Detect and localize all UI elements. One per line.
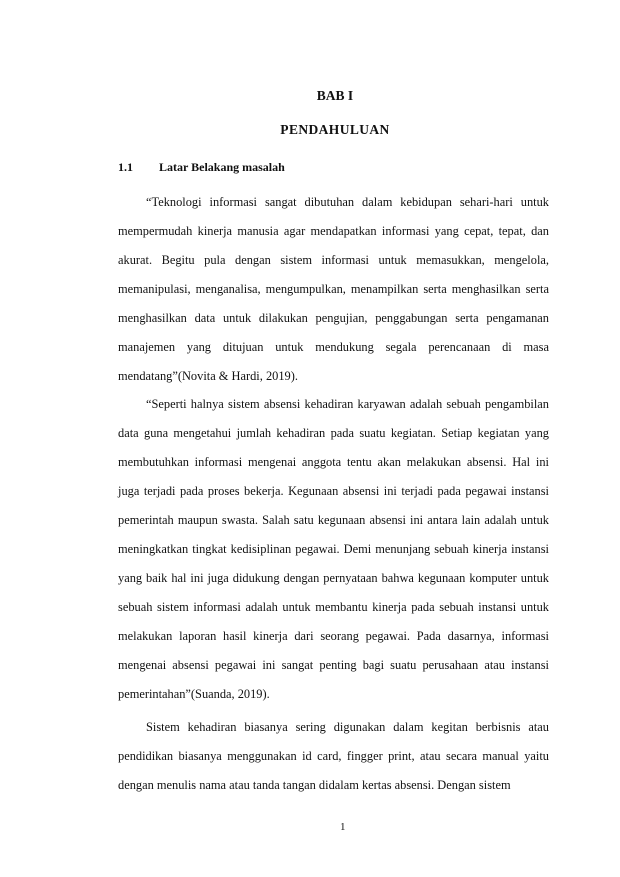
section-heading [118, 160, 285, 175]
paragraph-3: Sistem kehadiran biasanya sering digunakan dalam kegitan berbisnis atau pendidikan biasanya menggunakan id card, fingger print, atau secara manual yaitu dengan menulis nama atau tanda tangan didalam kertas absensi. Dengan sistem [118, 720, 549, 792]
paragraph-1: “Teknologi informasi sangat dibutuhan dalam kebidupan sehari-hari untuk mempermudah kinerja manusia agar mendapatkan informasi yang cepat, tepat, dan akurat. Begitu pula dengan sistem informasi untuk memasukkan, mengelola, memanipulasi, menganalisa, mengumpulkan, menampilkan serta menghasilkan serta menghasilkan data untuk dilakukan pengujian, penggabungan serta pengamanan manajemen yang ditujuan untuk mendukung segala perencanaan di masa mendatang”(Novita & Hardi, 2019). [118, 195, 549, 383]
page-number: 1 [340, 821, 346, 833]
section-number: 1.1 [118, 160, 133, 174]
section-title: Latar Belakang masalah [159, 160, 285, 174]
chapter-title: PENDAHULUAN [280, 122, 390, 137]
paragraph-2: “Seperti halnya sistem absensi kehadiran karyawan adalah sebuah pengambilan data guna mengetahui jumlah kehadiran pada suatu kegiatan. Setiap kegiatan yang membutuhkan informasi mengenai anggota tentu akan melakukan absensi. Hal ini juga terjadi pada proses bekerja. Kegunaan absensi ini terjadi pada pegawai instansi pemerintah maupun swasta. Salah satu kegunaan absensi ini antara lain adalah untuk meningkatkan tingkat kedisiplinan pegawai. Demi menunjang sebuah kinerja instansi yang baik hal ini juga didukung dengan pernyataan bahwa kegunaan komputer untuk sebuah sistem informasi adalah untuk membantu kinerja pada sebuah instansi untuk melakukan laporan hasil kinerja dari seorang pegawai. Pada dasarnya, informasi mengenai absensi pegawai ini sangat penting bagi suatu perusahaan atau instansi pemerintahan”(Suanda, 2019). [118, 397, 549, 701]
chapter-number: BAB I [316, 88, 354, 103]
